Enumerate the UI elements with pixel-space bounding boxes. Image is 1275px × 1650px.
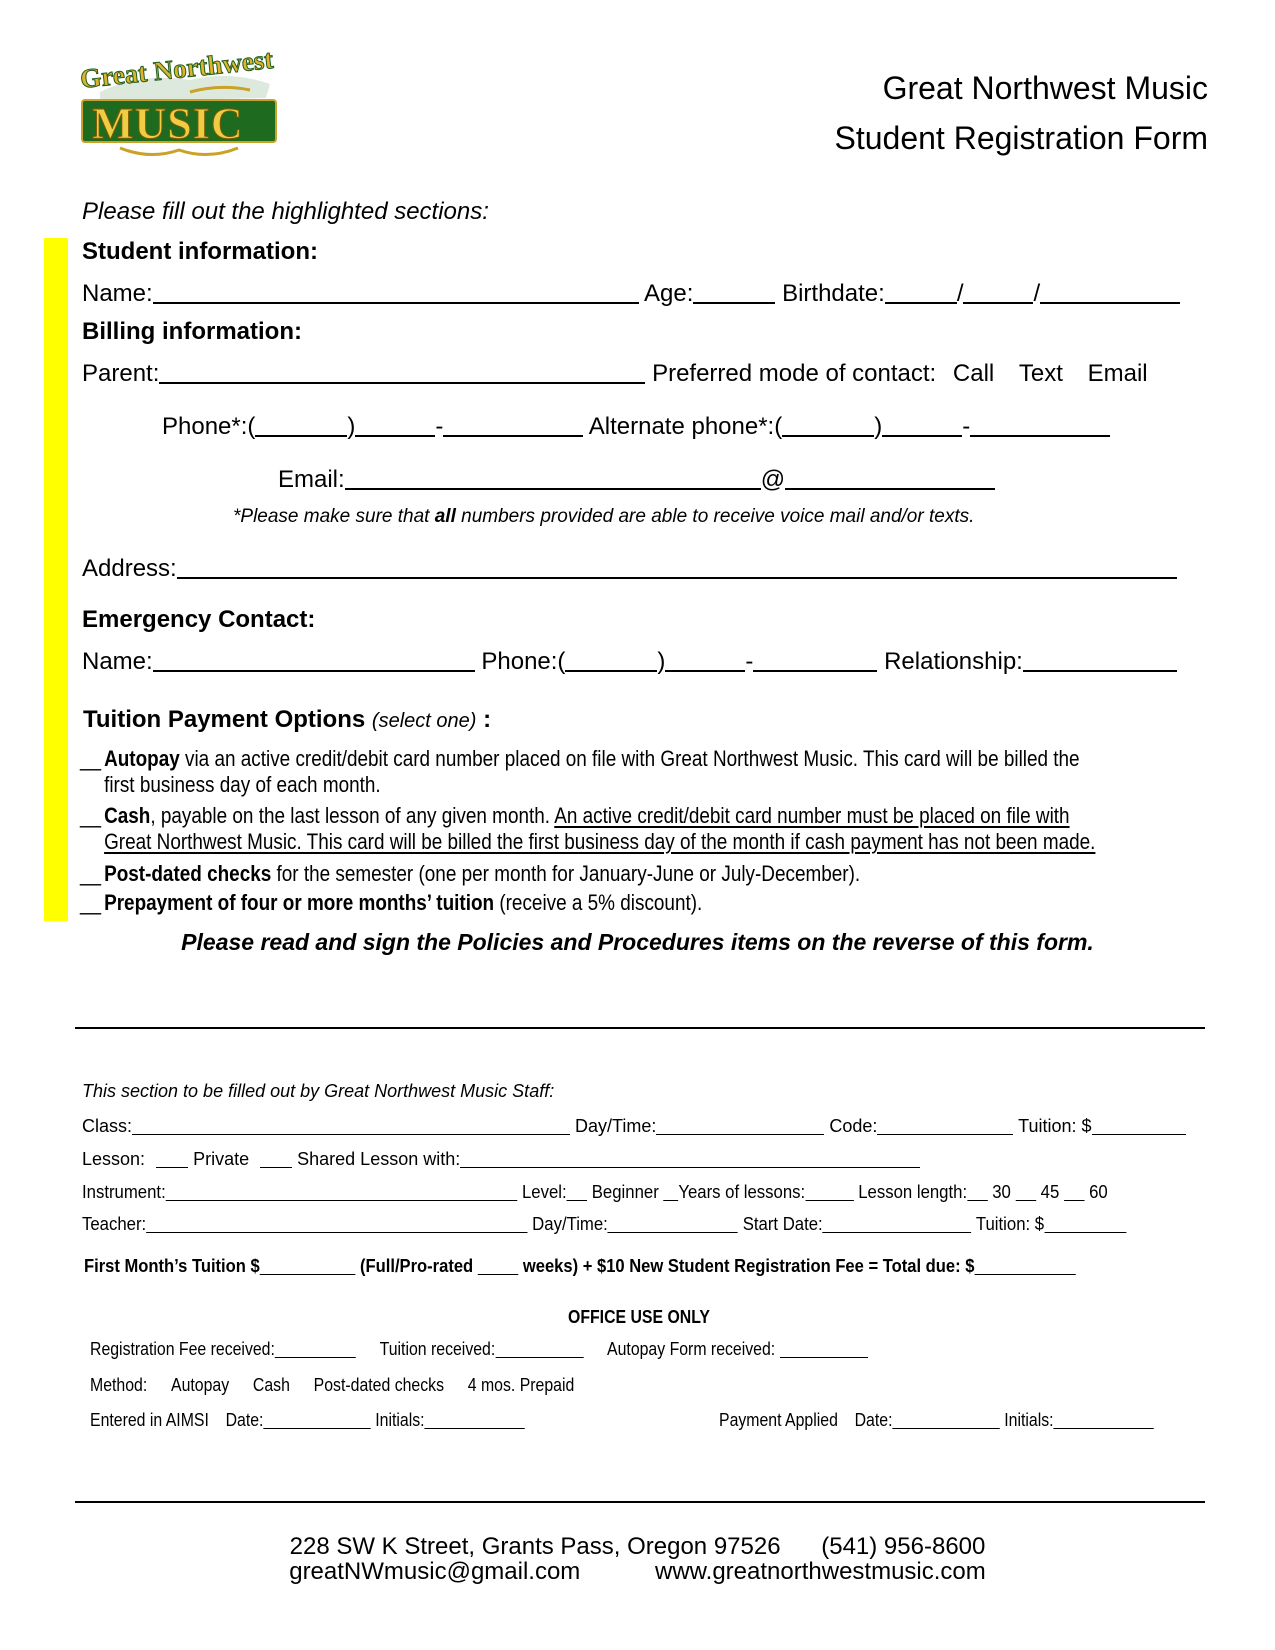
prorated-label: (Full/Pro-rated xyxy=(360,1256,474,1276)
option-text: for the semester (one per month for January-June or July-December). xyxy=(271,861,861,886)
note-text: numbers provided are able to receive voice mail and/or texts. xyxy=(455,506,975,527)
lesson-label: Lesson: xyxy=(82,1149,146,1169)
office-method-row xyxy=(90,1375,574,1396)
footer-website[interactable]: www.greatnorthwestmusic.com xyxy=(654,1558,986,1585)
form-title: Student Registration Form xyxy=(834,120,1208,156)
contact-option-call[interactable]: Call xyxy=(952,360,995,387)
beginner-label: Beginner xyxy=(591,1182,659,1202)
daytime-label: Day/Time: xyxy=(575,1116,657,1136)
length-30-checkbox[interactable] xyxy=(967,1182,987,1201)
footer-line2 xyxy=(0,1558,1275,1586)
total-due-field[interactable] xyxy=(974,1256,1075,1275)
footer-address: 228 SW K Street, Grants Pass, Oregon 97526 xyxy=(289,1533,781,1560)
daytime-field[interactable] xyxy=(656,1116,824,1135)
method-autopay[interactable]: Autopay xyxy=(171,1375,230,1395)
private-label: Private xyxy=(193,1149,250,1169)
tuition-heading-row xyxy=(83,706,491,734)
emergency-phone-label: Phone:( xyxy=(481,648,566,675)
first-month-row xyxy=(84,1256,1076,1277)
birthdate-label: Birthdate: xyxy=(782,280,885,307)
tuition-field[interactable] xyxy=(1092,1116,1186,1135)
footer-line1 xyxy=(0,1533,1275,1561)
parent-label: Parent: xyxy=(82,360,160,387)
aimsi-date-label: Date: xyxy=(225,1410,264,1430)
emergency-name-field[interactable] xyxy=(153,646,475,672)
birth-year-field[interactable] xyxy=(1040,278,1180,304)
student-name-field[interactable] xyxy=(153,278,639,304)
option-title: Post-dated checks xyxy=(104,861,272,886)
date-separator: / xyxy=(1033,280,1041,307)
office-heading: OFFICE USE ONLY xyxy=(568,1307,710,1327)
student-name-label: Name: xyxy=(82,280,153,307)
tuition-option-autopay xyxy=(80,746,1080,798)
length-60: 60 xyxy=(1089,1182,1108,1202)
staff-heading: This section to be filled out by Great Northwest Music Staff: xyxy=(82,1081,555,1101)
tuition-option-cash xyxy=(80,803,1095,855)
cash-checkbox[interactable]: __ xyxy=(80,803,102,828)
option-underlined-text: An active credit/debit card number must be placed on file with xyxy=(554,803,1070,828)
method-label: Method: xyxy=(90,1375,148,1395)
at-sign: @ xyxy=(760,466,786,493)
contact-option-email[interactable]: Email xyxy=(1087,360,1148,387)
company-logo xyxy=(78,43,278,162)
years-checkbox[interactable] xyxy=(663,1182,678,1201)
level-label: Level: xyxy=(521,1182,567,1202)
address-label: Address: xyxy=(82,555,177,582)
beginner-checkbox[interactable] xyxy=(567,1182,587,1201)
payment-initials-label: Initials: xyxy=(1004,1410,1054,1430)
contact-option-text[interactable]: Text xyxy=(1018,360,1063,387)
option-title: Autopay xyxy=(104,746,180,771)
code-field[interactable] xyxy=(877,1116,1013,1135)
teacher-daytime-label: Day/Time: xyxy=(532,1214,608,1234)
prepay-checkbox[interactable]: __ xyxy=(80,890,102,915)
tuition-heading-note: (select one) xyxy=(371,710,477,732)
autopay-form-field[interactable] xyxy=(780,1339,868,1358)
date-separator: / xyxy=(956,280,964,307)
shared-checkbox[interactable] xyxy=(260,1149,292,1168)
tuition-received-field[interactable] xyxy=(495,1339,583,1358)
email-label: Email: xyxy=(278,466,345,493)
option-title: Prepayment of four or more months’ tuition xyxy=(104,890,495,915)
tuition-received-label: Tuition received: xyxy=(379,1339,496,1359)
teacher-tuition-field[interactable] xyxy=(1044,1214,1126,1233)
staff-class-row xyxy=(82,1116,1186,1137)
logo-line1: Great Northwest xyxy=(78,43,275,95)
parent-row xyxy=(82,358,1148,388)
teacher-daytime-field[interactable] xyxy=(608,1214,738,1233)
dash: - xyxy=(745,648,754,675)
option-title: Cash xyxy=(104,803,151,828)
private-checkbox[interactable] xyxy=(156,1149,188,1168)
option-text: , payable on the last lesson of any given month. xyxy=(150,803,555,828)
teacher-tuition-label: Tuition: $ xyxy=(975,1214,1045,1234)
autopay-form-label: Autopay Form received: xyxy=(607,1339,776,1359)
payment-applied-label: Payment Applied xyxy=(719,1410,838,1430)
note-text: *Please make sure that xyxy=(233,506,435,527)
weeks-label: weeks) + $10 New Student Registration Fee = Total due: $ xyxy=(522,1256,975,1276)
email-domain-field[interactable] xyxy=(785,464,995,490)
billing-heading: Billing information: xyxy=(82,318,302,345)
paren: ) xyxy=(874,413,883,440)
footer-divider xyxy=(75,1501,1205,1503)
length-45-checkbox[interactable] xyxy=(1016,1182,1036,1201)
alt-phone-prefix-field[interactable] xyxy=(882,411,962,437)
alt-phone-line-field[interactable] xyxy=(970,411,1110,437)
first-month-label: First Month’s Tuition $ xyxy=(84,1256,260,1276)
emergency-phone-area-field[interactable] xyxy=(565,646,657,672)
aimsi-label: Entered in AIMSI xyxy=(90,1410,209,1430)
parent-field[interactable] xyxy=(159,358,645,384)
teacher-label: Teacher: xyxy=(82,1214,147,1234)
method-cash[interactable]: Cash xyxy=(252,1375,290,1395)
start-date-label: Start Date: xyxy=(742,1214,823,1234)
footer-email[interactable]: greatNWmusic@gmail.com xyxy=(289,1558,581,1585)
staff-lesson-row xyxy=(82,1149,920,1170)
email-user-field[interactable] xyxy=(345,464,761,490)
shared-label: Shared Lesson with: xyxy=(297,1149,461,1169)
dash: - xyxy=(962,413,971,440)
payment-applied-row xyxy=(719,1410,1154,1431)
tuition-option-checks xyxy=(80,861,860,887)
payment-date-field[interactable] xyxy=(892,1410,999,1429)
emergency-name-label: Name: xyxy=(82,648,153,675)
paren: ) xyxy=(347,413,356,440)
age-label: Age: xyxy=(644,280,694,307)
relationship-label: Relationship: xyxy=(884,648,1023,675)
option-text: first business day of each month. xyxy=(104,772,381,797)
checks-checkbox[interactable]: __ xyxy=(80,861,102,886)
paren: ) xyxy=(657,648,666,675)
aimsi-initials-field[interactable] xyxy=(425,1410,525,1429)
alt-phone-area-field[interactable] xyxy=(782,411,874,437)
class-label: Class: xyxy=(82,1116,133,1136)
class-field[interactable] xyxy=(132,1116,570,1135)
years-field[interactable] xyxy=(805,1182,853,1201)
shared-with-field[interactable] xyxy=(460,1149,920,1168)
method-checks[interactable]: Post-dated checks xyxy=(313,1375,444,1395)
length-30: 30 xyxy=(992,1182,1011,1202)
colon: : xyxy=(483,706,492,733)
payment-date-label: Date: xyxy=(854,1410,893,1430)
address-field[interactable] xyxy=(177,553,1177,579)
instrument-field[interactable] xyxy=(166,1182,518,1201)
dash: - xyxy=(435,413,444,440)
instructions: Please fill out the highlighted sections: xyxy=(82,198,489,225)
phone-area-field[interactable] xyxy=(255,411,347,437)
staff-instrument-row xyxy=(82,1182,1108,1203)
tuition-label: Tuition: $ xyxy=(1018,1116,1092,1136)
note-bold: all xyxy=(434,506,456,527)
autopay-checkbox[interactable]: __ xyxy=(80,746,102,771)
instrument-label: Instrument: xyxy=(82,1182,166,1202)
highlight-bar xyxy=(44,238,68,921)
office-received-row xyxy=(90,1339,868,1360)
student-heading: Student information: xyxy=(82,238,318,265)
emergency-phone-line-field[interactable] xyxy=(753,646,877,672)
reverse-note: Please read and sign the Policies and Procedures items on the reverse of this form. xyxy=(181,929,1094,955)
length-60-checkbox[interactable] xyxy=(1064,1182,1084,1201)
emergency-phone-prefix-field[interactable] xyxy=(665,646,745,672)
divider xyxy=(75,1027,1205,1029)
reg-fee-label: Registration Fee received: xyxy=(90,1339,275,1359)
age-field[interactable] xyxy=(693,278,775,304)
aimsi-initials-label: Initials: xyxy=(375,1410,425,1430)
tuition-option-prepay xyxy=(80,890,702,916)
phone-line-field[interactable] xyxy=(443,411,583,437)
footer-phone: (541) 956-8600 xyxy=(821,1533,986,1560)
aimsi-date-field[interactable] xyxy=(263,1410,370,1429)
phone-prefix-field[interactable] xyxy=(355,411,435,437)
length-45: 45 xyxy=(1040,1182,1060,1202)
office-aimsi-row xyxy=(90,1410,525,1431)
birth-day-field[interactable] xyxy=(963,278,1033,304)
code-label: Code: xyxy=(829,1116,878,1136)
option-underlined-text: Great Northwest Music. This card will be billed the first business day of the month if cash payment has not been made. xyxy=(104,829,1096,854)
alt-phone-label: Alternate phone*:( xyxy=(588,413,783,440)
method-prepaid[interactable]: 4 mos. Prepaid xyxy=(467,1375,575,1395)
option-text: (receive a 5% discount). xyxy=(494,890,703,915)
prorated-weeks-field[interactable] xyxy=(478,1256,518,1275)
phone-row xyxy=(162,411,1110,441)
phone-note xyxy=(233,506,974,528)
staff-teacher-row xyxy=(82,1214,1126,1235)
contact-label: Preferred mode of contact: xyxy=(652,360,937,387)
teacher-field[interactable] xyxy=(146,1214,527,1233)
years-label: Years of lessons: xyxy=(678,1182,806,1202)
length-label: Lesson length: xyxy=(858,1182,968,1202)
first-month-field[interactable] xyxy=(260,1256,356,1275)
emergency-heading: Emergency Contact: xyxy=(82,606,316,633)
student-row xyxy=(82,278,1180,308)
address-row xyxy=(82,553,1177,583)
reg-fee-field[interactable] xyxy=(275,1339,356,1358)
relationship-field[interactable] xyxy=(1023,646,1177,672)
option-text: via an active credit/debit card number placed on file with Great Northwest Music. This card will be billed the xyxy=(179,746,1080,771)
tuition-heading: Tuition Payment Options xyxy=(83,706,366,733)
birth-month-field[interactable] xyxy=(885,278,957,304)
payment-initials-field[interactable] xyxy=(1054,1410,1154,1429)
company-name: Great Northwest Music xyxy=(882,70,1208,106)
start-date-field[interactable] xyxy=(823,1214,972,1233)
phone-label: Phone*:( xyxy=(162,413,256,440)
emergency-row xyxy=(82,646,1177,676)
email-row xyxy=(278,464,995,494)
logo-line2: MUSIC xyxy=(92,99,244,148)
